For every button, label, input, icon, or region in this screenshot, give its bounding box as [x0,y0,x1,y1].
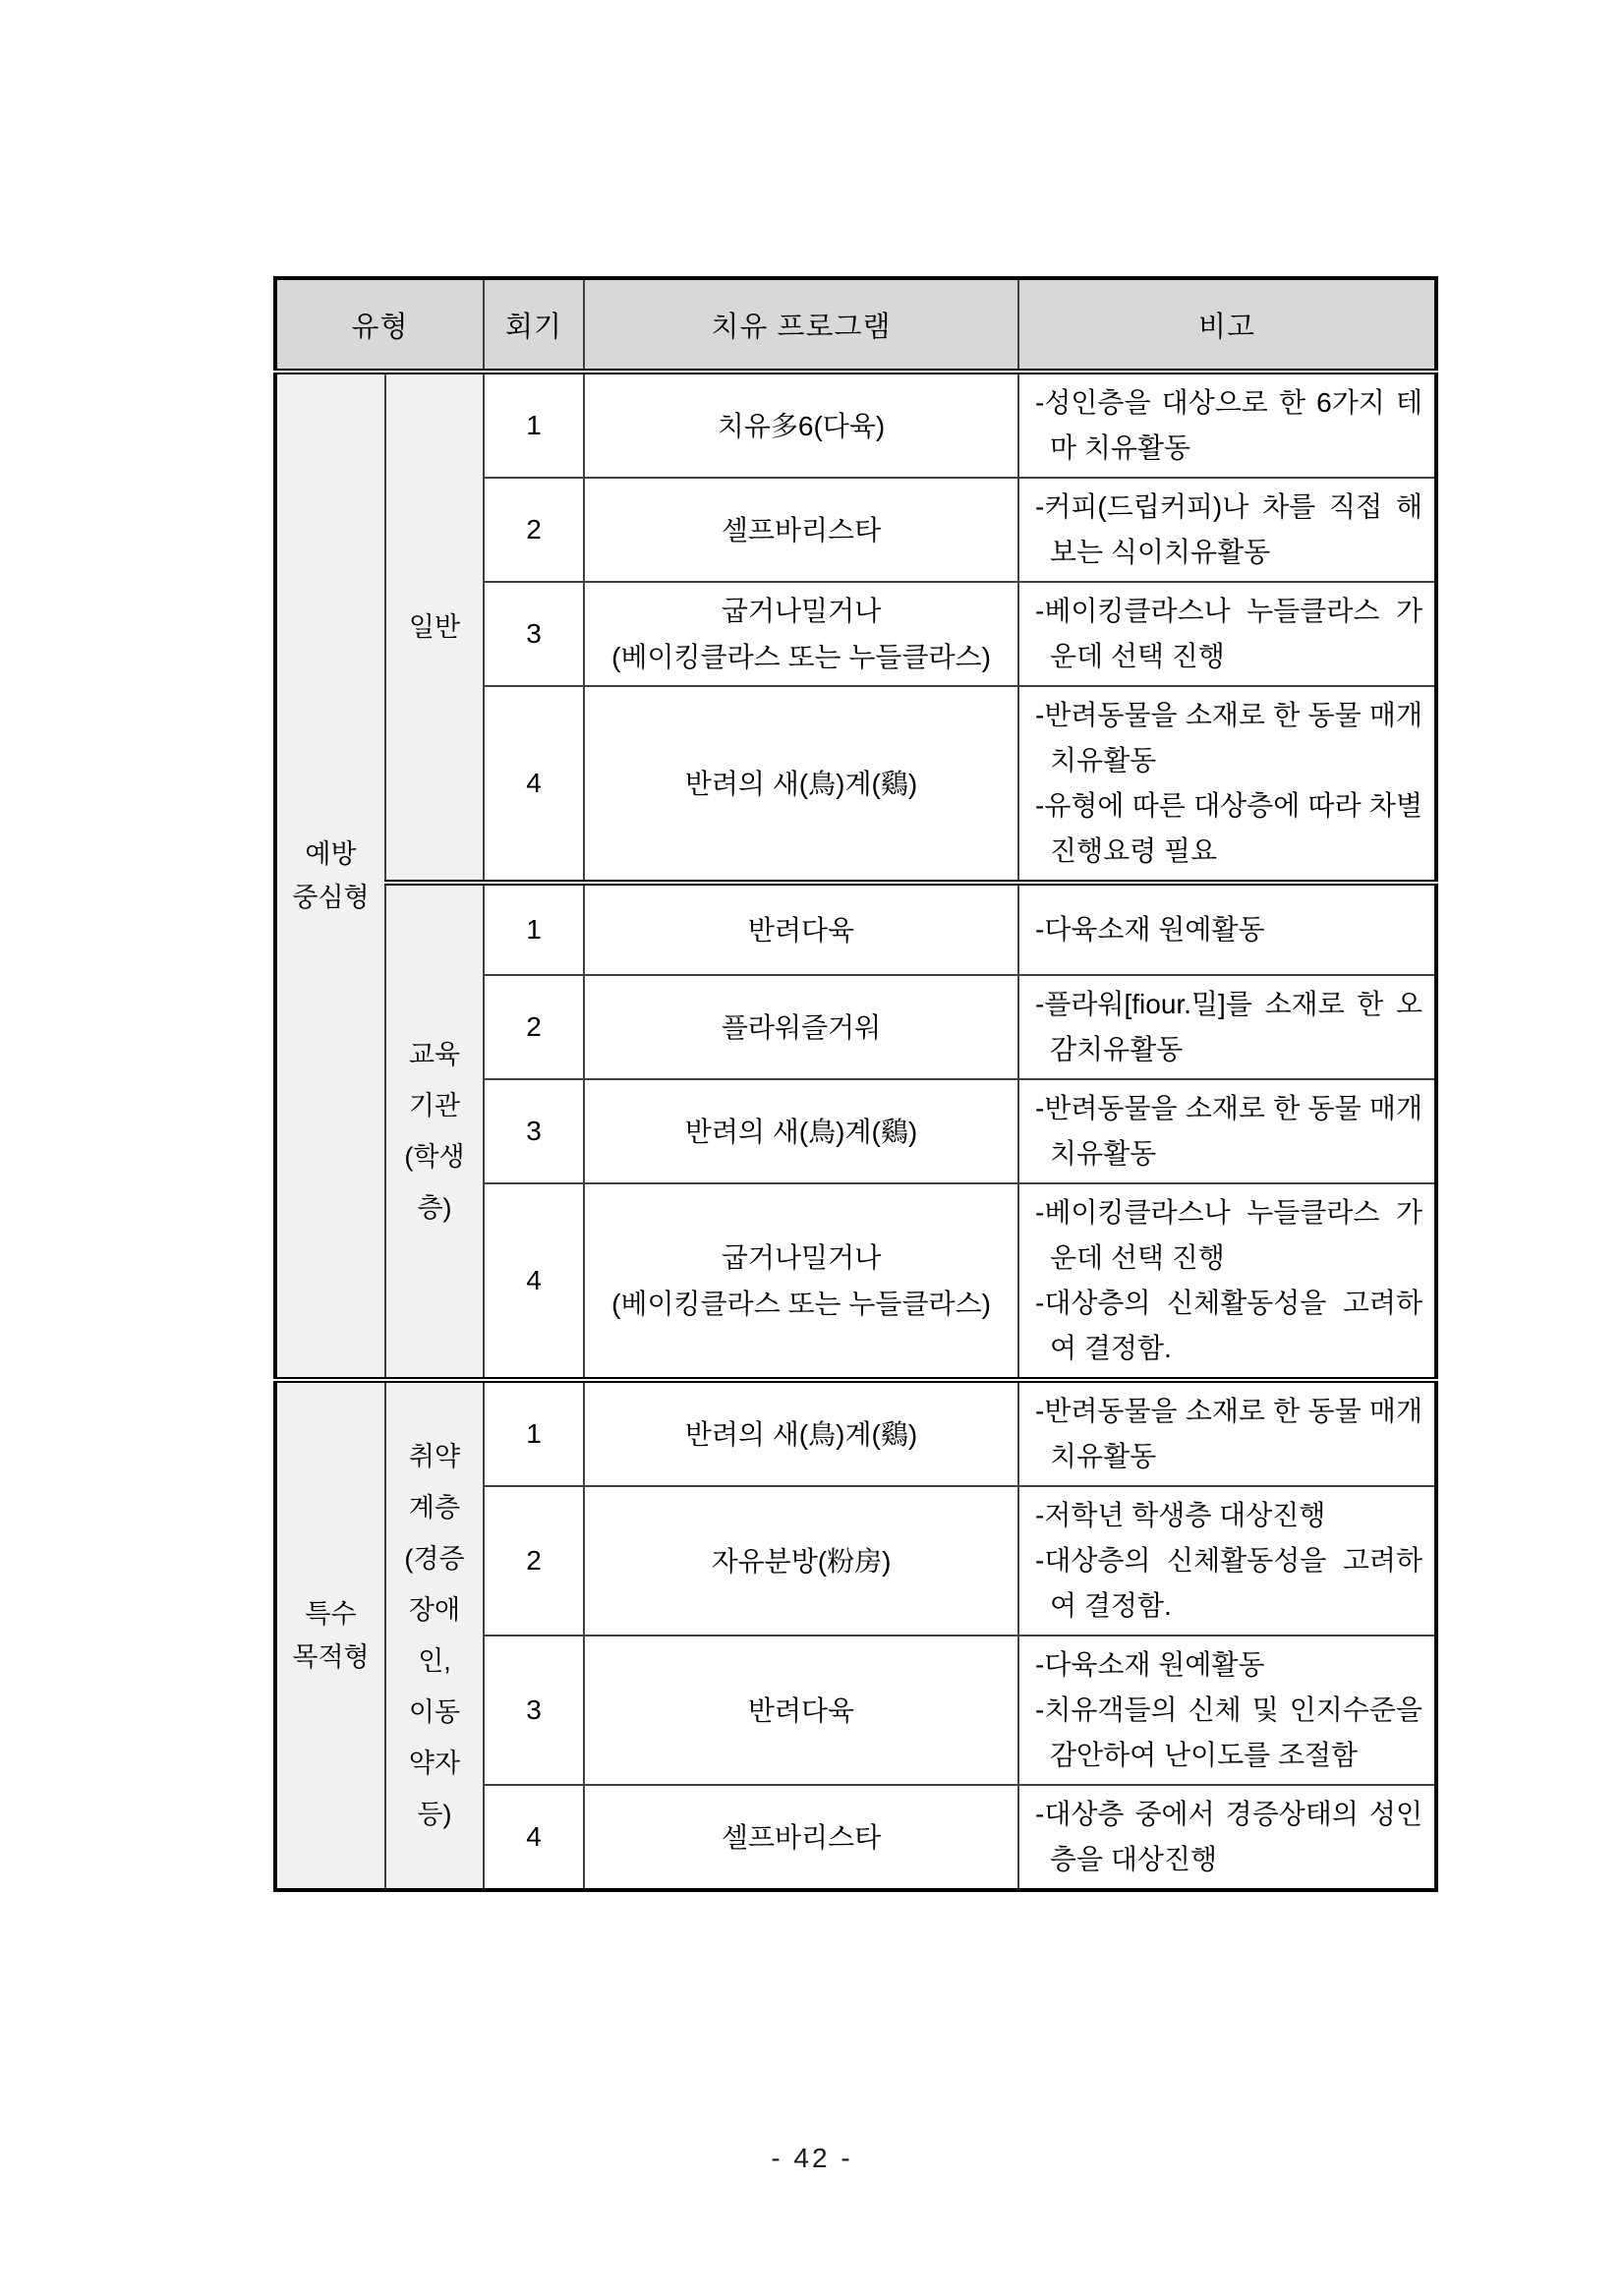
note-item: -베이킹클라스나 누들클라스 가운데 선택 진행 [1035,596,1422,671]
program-line: (베이킹클라스 또는 누들클라스) [611,1289,991,1319]
subgroup-label-line: (경증 [404,1544,465,1574]
note-item: -저학년 학생층 대상진행 [1035,1500,1326,1530]
subgroup-label [385,372,484,883]
program-line: 셀프바리스타 [721,1821,882,1853]
header-program: 치유 프로그램 [584,278,1018,372]
program-cell [584,883,1018,975]
subgroup-label-line: 인, [418,1646,451,1676]
group-label [275,1380,385,1890]
session-cell: 2 [484,1486,584,1636]
program-line: 굽거나밀거나 [721,596,882,626]
session-cell: 4 [484,1183,584,1380]
subgroup-label-line: 층) [417,1193,452,1223]
note-cell [1018,1636,1436,1785]
session-cell: 3 [484,1636,584,1785]
note-item: -치유객들의 신체 및 인지수준을 감안하여 난이도를 조절함 [1035,1694,1422,1770]
page-number: - 42 - [771,2143,853,2173]
subgroup-label-line: 취약 [408,1442,461,1471]
program-cell [584,1636,1018,1785]
note-item: -반려동물을 소재로 한 동물 매개치유활동 [1035,1396,1422,1471]
table-header [275,278,1436,372]
note-cell [1018,1785,1436,1890]
program-line: 셀프바리스타 [721,514,882,545]
session-cell: 4 [484,686,584,883]
note-item: -반려동물을 소재로 한 동물 매개치유활동 [1035,1093,1422,1169]
session-cell: 1 [484,883,584,975]
program-line: 반려다육 [747,1694,855,1726]
program-cell [584,582,1018,686]
program-cell [584,478,1018,582]
note-cell [1018,686,1436,883]
note-cell [1018,883,1436,975]
program-line: 플라워즐거워 [721,1011,882,1043]
table-body [275,372,1436,1890]
group-label [275,372,385,1380]
table-row [275,883,1436,975]
subgroup-label-line: 일반 [408,612,461,642]
subgroup-label-line: 등) [417,1800,452,1829]
note-item: -성인층을 대상으로 한 6가지 테마 치유활동 [1035,387,1422,463]
subgroup-label-line: 기관 [408,1091,461,1120]
session-cell: 2 [484,478,584,582]
program-cell [584,1183,1018,1380]
note-item: -대상층의 신체활동성을 고려하여 결정함. [1035,1288,1422,1363]
subgroup-label [385,1380,484,1890]
program-line: 반려다육 [747,914,855,946]
session-cell: 4 [484,1785,584,1890]
note-cell [1018,582,1436,686]
program-line: 치유多6(다육) [717,410,886,441]
session-cell: 3 [484,1079,584,1183]
note-item: -유형에 따른 대상층에 따라 차별 진행요령 필요 [1035,790,1422,866]
note-item: -플라워[fiour.밀]를 소재로 한 오감치유활동 [1035,989,1422,1064]
group-label-line: 중심형 [292,883,370,912]
program-cell [584,1079,1018,1183]
note-cell [1018,1380,1436,1486]
note-cell [1018,372,1436,478]
program-cell [584,1486,1018,1636]
note-item: -커피(드립커피)나 차를 직접 해보는 식이치유활동 [1035,491,1422,567]
table-row [275,372,1436,478]
note-cell [1018,1079,1436,1183]
subgroup-label-line: 이동 [408,1697,461,1727]
note-item: -대상층 중에서 경증상태의 성인층을 대상진행 [1035,1799,1422,1874]
program-line: 굽거나밀거나 [721,1242,882,1273]
session-cell: 1 [484,372,584,478]
note-item: -대상층의 신체활동성을 고려하여 결정함. [1035,1545,1422,1621]
program-cell [584,686,1018,883]
program-line: 반려의 새(鳥)계(鷄) [684,768,918,799]
program-table [273,276,1438,1892]
subgroup-label-line: (학생 [404,1142,465,1172]
program-line: (베이킹클라스 또는 누들클라스) [611,642,991,672]
header-row [275,278,1436,372]
session-cell: 3 [484,582,584,686]
subgroup-label-line: 교육 [408,1040,461,1069]
note-item: -다육소재 원예활동 [1035,1649,1265,1680]
group-label-line: 특수 [305,1599,357,1629]
note-item: -베이킹클라스나 누들클라스 가운데 선택 진행 [1035,1197,1422,1273]
note-item: -반려동물을 소재로 한 동물 매개치유활동 [1035,700,1422,775]
program-line: 반려의 새(鳥)계(鷄) [684,1418,918,1450]
group-label-line: 예방 [305,839,357,869]
note-item: -다육소재 원예활동 [1035,914,1265,945]
subgroup-label-line: 장애 [408,1595,461,1625]
header-type: 유형 [275,278,484,372]
program-line: 자유분방(粉房) [711,1545,892,1577]
subgroup-label [385,883,484,1380]
program-cell [584,1380,1018,1486]
header-note: 비고 [1018,278,1436,372]
note-cell [1018,1486,1436,1636]
program-cell [584,372,1018,478]
subgroup-label-line: 계층 [408,1493,461,1522]
program-cell [584,1785,1018,1890]
note-cell [1018,478,1436,582]
session-cell: 2 [484,975,584,1079]
subgroup-label-line: 약자 [408,1749,461,1778]
program-cell [584,975,1018,1079]
note-cell [1018,1183,1436,1380]
header-session: 회기 [484,278,584,372]
group-label-line: 목적형 [292,1642,370,1672]
program-line: 반려의 새(鳥)계(鷄) [684,1116,918,1147]
note-cell [1018,975,1436,1079]
table-row [275,1380,1436,1486]
session-cell: 1 [484,1380,584,1486]
